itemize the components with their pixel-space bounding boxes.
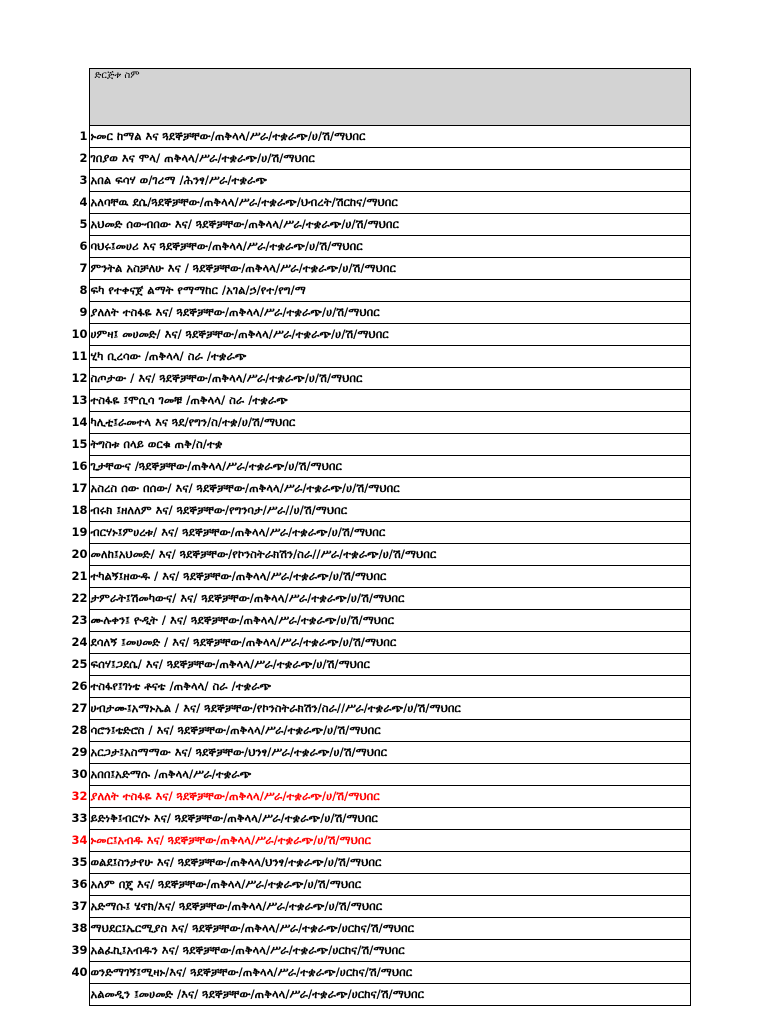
row-number-cell[interactable]: 1 [79, 129, 88, 143]
company-table [0, 68, 691, 1006]
row-number-cell[interactable]: 11 [71, 349, 88, 363]
table-row [0, 126, 690, 148]
row-number-cell[interactable]: 22 [71, 591, 88, 605]
row-number-cell[interactable]: 40 [71, 965, 88, 979]
company-name-cell[interactable]: ሂካ ቢረሳው /ጠቅላላ/ ስራ /ተቋራጭ [89, 346, 690, 368]
table-row [0, 302, 690, 324]
row-number-cell[interactable]: 18 [71, 503, 88, 517]
company-name-cell[interactable]: ተስፋየ፤ገነቴ ቶናቴ /ጠቅላላ/ ስራ /ተቋራጭ [89, 676, 690, 698]
row-number-cell[interactable]: 23 [71, 613, 88, 627]
row-number-cell[interactable]: 19 [71, 525, 88, 539]
company-name-cell[interactable]: ብርሃኑ፤ምሀረቱ/ እና/ ጓደኞቻቸው/ጠቅላላ/ሥራ/ተቋራጭ/ሀ/ሽ/ማህበር [89, 522, 690, 544]
company-name-cell[interactable]: አለባቸዉ ደሴ/ጓደኞቻቸው/ጠቅላላ/ሥራ/ተቋራጭ/ህብረት/ሽርከና/ማህበር [89, 192, 690, 214]
row-number-cell[interactable]: 26 [71, 679, 88, 693]
spreadsheet [0, 68, 691, 1006]
row-number-cell[interactable]: 16 [71, 459, 88, 473]
table-row [0, 148, 690, 170]
table-row [0, 940, 690, 962]
company-name-cell[interactable]: ወንድማገኝ፤ሚዛኑ/እና/ ጓደኞቻቸው/ጠቅላላ/ሥራ/ተቋራጭ/ሀርከና/ሽ/ማህበር [89, 962, 690, 984]
table-row [0, 522, 690, 544]
table-row [0, 874, 690, 896]
table-row [0, 324, 690, 346]
company-name-cell[interactable]: ታምራት፤ሽመካውና/ እና/ ጓደኞቻቸው/ጠቅላላ/ሥራ/ተቋራጭ/ሀ/ሽ/ማህበር [89, 588, 690, 610]
row-number-cell[interactable]: 27 [71, 701, 88, 715]
company-name-cell[interactable]: አህመድ ሰውብበው እና/ ጓደኞቻቸው/ጠቅላላ/ሥራ/ተቋራጭ/ሀ/ሽ/ማህበር [89, 214, 690, 236]
company-name-cell[interactable]: ሀምዛ፤ መሀመድ/ እና/ ጓደኞቻቸው/ጠቅላላ/ሥራ/ተቋራጭ/ሀ/ሽ/ማህበር [89, 324, 690, 346]
table-row [0, 192, 690, 214]
table-row [0, 896, 690, 918]
table-row [0, 610, 690, 632]
row-number-cell[interactable]: 38 [71, 921, 88, 935]
row-number-cell[interactable]: 34 [71, 833, 88, 847]
row-number-cell[interactable]: 7 [79, 261, 88, 275]
row-number-cell[interactable]: 10 [71, 327, 88, 341]
row-number-cell[interactable]: 28 [71, 723, 88, 737]
company-name-cell[interactable]: መለከ፤አህመድ/ እና/ ጓደኞቻቸው/የኮንስትራክሽን/ስራ//ሥራ/ተቋራጭ/ሀ/ሽ/ማህበር [89, 544, 690, 566]
header-row [0, 69, 690, 126]
company-name-cell[interactable]: ያለለት ተስፋዬ እና/ ጓደኞቻቸው/ጠቅላላ/ሥራ/ተቋራጭ/ሀ/ሽ/ማህበር [89, 302, 690, 324]
row-number-cell[interactable]: 33 [71, 811, 88, 825]
row-number-cell[interactable]: 4 [79, 195, 88, 209]
row-number-cell[interactable]: 13 [71, 393, 88, 407]
table-row [0, 654, 690, 676]
company-name-cell[interactable]: ሙሉቀን፤ ዮዲት / እና/ ጓደኞቻቸው/ጠቅላላ/ሥራ/ተቋራጭ/ሀ/ሽ/ማህበር [89, 610, 690, 632]
table-row [0, 632, 690, 654]
row-number-cell[interactable]: 20 [71, 547, 88, 561]
row-number-cell[interactable]: 24 [71, 635, 88, 649]
company-name-cell[interactable]: አልፈኪ፤አብዱን እና/ ጓደኞቻቸው/ጠቅላላ/ሥራ/ተቋራጭ/ሀርከና/ሽ/ማህበር [89, 940, 690, 962]
row-number-cell[interactable]: 9 [79, 305, 88, 319]
row-number-cell[interactable]: 29 [71, 745, 88, 759]
company-name-cell[interactable]: ብሩክ ፤ዘለለም እና/ ጓደኞቻቸው/የግንባታ/ሥራ//ሀ/ሽ/ማህበር [89, 500, 690, 522]
row-number-cell[interactable]: 17 [71, 481, 88, 495]
company-name-cell[interactable]: ኑመር ከማል እና ጓደኞቻቸው/ጠቅላላ/ሥራ/ተቋራጭ/ሀ/ሽ/ማህበር [89, 126, 690, 148]
table-row [0, 346, 690, 368]
header-number-cell[interactable] [0, 69, 89, 126]
table-row [0, 984, 690, 1006]
company-name-cell[interactable]: ገበያወ እና ሞላ/ ጠቅላላ/ሥራ/ተቋራጭ/ሀ/ሽ/ማህበር [89, 148, 690, 170]
row-number-cell[interactable]: 14 [71, 415, 88, 429]
company-name-cell[interactable]: ጊታቸውና /ጓደኞቻቸው/ጠቅላላ/ሥራ/ተቋራጭ/ሀ/ሽ/ማህበር [89, 456, 690, 478]
company-name-cell[interactable]: አልመዲን ፤መሀመድ /እና/ ጓደኞቻቸው/ጠቅላላ/ሥራ/ተቋራጭ/ሀርከና/ሽ/ማህበር [89, 984, 690, 1006]
company-name-cell[interactable]: ወልደ፤ስንታየሁ እና/ ጓደኞቻቸው/ጠቅላላ/ህንፃ/ተቋራጭ/ሀ/ሽ/ማህበር [89, 852, 690, 874]
row-number-cell[interactable]: 32 [71, 789, 88, 803]
company-name-cell[interactable]: ትግስቱ በላይ ወርቁ ጠቅ/ስ/ተቋ [89, 434, 690, 456]
company-name-cell[interactable]: ማህደር፤ኤርሚያስ እና/ ጓደኞቻቸው/ጠቅላላ/ሥራ/ተቋራጭ/ሀርከና/ሽ/ማህበር [89, 918, 690, 940]
table-row [0, 258, 690, 280]
row-number-cell[interactable]: 30 [71, 767, 88, 781]
row-number-cell[interactable]: 36 [71, 877, 88, 891]
company-name-cell[interactable]: ስጦታው / እና/ ጓደኞቻቸው/ጠቅላላ/ሥራ/ተቋራጭ/ሀ/ሽ/ማህበር [89, 368, 690, 390]
row-number-cell[interactable]: 2 [79, 151, 88, 165]
table-row [0, 280, 690, 302]
row-number-cell[interactable]: 25 [71, 657, 88, 671]
company-name-cell[interactable]: ፍሰሃ፤ጋደሴ/ እና/ ጓደኞቻቸው/ጠቅላላ/ሥራ/ተቋራጭ/ሀ/ሽ/ማህበር [89, 654, 690, 676]
table-row [0, 544, 690, 566]
table-row [0, 720, 690, 742]
table-row [0, 566, 690, 588]
table-row [0, 588, 690, 610]
company-name-cell[interactable]: ምንትል አስቻለሁ እና / ጓደኞቻቸው/ጠቅላላ/ሥራ/ተቋራጭ/ሀ/ሽ/ማህበር [89, 258, 690, 280]
row-number-cell[interactable]: 35 [71, 855, 88, 869]
company-name-cell[interactable]: ተስፋዬ ፤ሞሲሳ ገመቹ /ጠቅላላ/ ስራ /ተቋራጭ [89, 390, 690, 412]
table-row [0, 786, 690, 808]
company-name-cell[interactable]: ያለለት ተስፋዬ እና/ ጓደኞቻቸው/ጠቅላላ/ሥራ/ተቋራጭ/ሀ/ሽ/ማህበር [89, 786, 690, 808]
company-name-cell[interactable]: ሀብታሙ፤አማኑኤል / እና/ ጓደኞቻቸው/የኮንስትራክሽን/ስራ//ሥራ/ተቋራጭ/ሀ/ሽ/ማህበር [89, 698, 690, 720]
table-row [0, 962, 690, 984]
header-name-cell[interactable]: ድርጅቱ ስም [89, 69, 690, 126]
company-name-cell[interactable]: አለም በጄ እና/ ጓደኞቻቸው/ጠቅላላ/ሥራ/ተቋራጭ/ሀ/ሽ/ማህበር [89, 874, 690, 896]
table-row [0, 478, 690, 500]
table-row [0, 456, 690, 478]
company-name-cell[interactable]: አድማሱ፤ ሄኖክ/እና/ ጓደኞቻቸው/ጠቅላላ/ሥራ/ተቋራጭ/ሀ/ሽ/ማህበር [89, 896, 690, 918]
table-row [0, 918, 690, 940]
row-number-cell[interactable]: 6 [79, 239, 88, 253]
table-row [0, 368, 690, 390]
company-name-cell[interactable]: ፍካ የተቀናጀ ልማት የማማከር /አገል/ኃ/የተ/የግ/ማ [89, 280, 690, 302]
row-number-cell[interactable]: 12 [71, 371, 88, 385]
table-row [0, 500, 690, 522]
row-number-cell[interactable] [0, 984, 89, 1006]
row-number-cell[interactable]: 39 [71, 943, 88, 957]
company-name-cell[interactable]: አርጋታ፤አስማማው እና/ ጓደኞቻቸው/ህንፃ/ሥራ/ተቋራጭ/ሀ/ሽ/ማህበር [89, 742, 690, 764]
row-number-cell[interactable]: 5 [79, 217, 88, 231]
company-name-cell[interactable]: አበበ፤አድማሱ /ጠቅላላ/ሥራ/ተቋራጭ [89, 764, 690, 786]
company-name-cell[interactable]: ሳሮን፤ቴድሮስ / እና/ ጓደኞቻቸው/ጠቅላላ/ሥራ/ተቋራጭ/ሀ/ሽ/ማህበር [89, 720, 690, 742]
row-number-cell[interactable]: 37 [71, 899, 88, 913]
company-name-cell[interactable]: አበል ፍሳሃ ወ/ገሪማ /ሕንፃ/ሥራ/ተቋራጭ [89, 170, 690, 192]
table-row [0, 764, 690, 786]
row-number-cell[interactable]: 15 [71, 437, 88, 451]
table-row [0, 236, 690, 258]
company-name-cell[interactable]: አስረስ ሰው በሰው/ እና/ ጓደኞቻቸው/ጠቅላላ/ሥራ/ተቋራጭ/ሀ/ሽ/ማህበር [89, 478, 690, 500]
row-number-cell[interactable]: 21 [71, 569, 88, 583]
table-row [0, 412, 690, 434]
table-row [0, 214, 690, 236]
table-row [0, 852, 690, 874]
table-row [0, 830, 690, 852]
row-number-cell[interactable]: 8 [79, 283, 88, 297]
company-name-cell[interactable]: ኑመር፤አብዱ እና/ ጓደኞቻቸው/ጠቅላላ/ሥራ/ተቋራጭ/ሀ/ሽ/ማህበር [89, 830, 690, 852]
company-name-cell[interactable]: ካሊቲ፤ራመተላ እና ጓደ/የግን/ስ/ተቋ/ሀ/ሽ/ማህበር [89, 412, 690, 434]
row-number-cell[interactable]: 3 [79, 173, 88, 187]
company-name-cell[interactable]: ይድነቅ፤ብርሃኑ እና/ ጓደኞቻቸው/ጠቅላላ/ሥራ/ተቋራጭ/ሀ/ሽ/ማህበር [89, 808, 690, 830]
table-row [0, 742, 690, 764]
company-name-cell[interactable]: ባህሩ፤መሀሪ እና ጓደኞቻቸው/ጠቅላላ/ሥራ/ተቋራጭ/ሀ/ሽ/ማህበር [89, 236, 690, 258]
table-row [0, 390, 690, 412]
company-name-cell[interactable]: ደሳለኝ ፤መሀመድ / እና/ ጓደኞቻቸው/ጠቅላላ/ሥራ/ተቋራጭ/ሀ/ሽ/ማህበር [89, 632, 690, 654]
table-row [0, 676, 690, 698]
table-row [0, 170, 690, 192]
table-row [0, 434, 690, 456]
table-row [0, 698, 690, 720]
company-name-cell[interactable]: ተካልኝ፤ዘውዱ / እና/ ጓደኞቻቸው/ጠቅላላ/ሥራ/ተቋራጭ/ሀ/ሽ/ማህበር [89, 566, 690, 588]
table-row [0, 808, 690, 830]
